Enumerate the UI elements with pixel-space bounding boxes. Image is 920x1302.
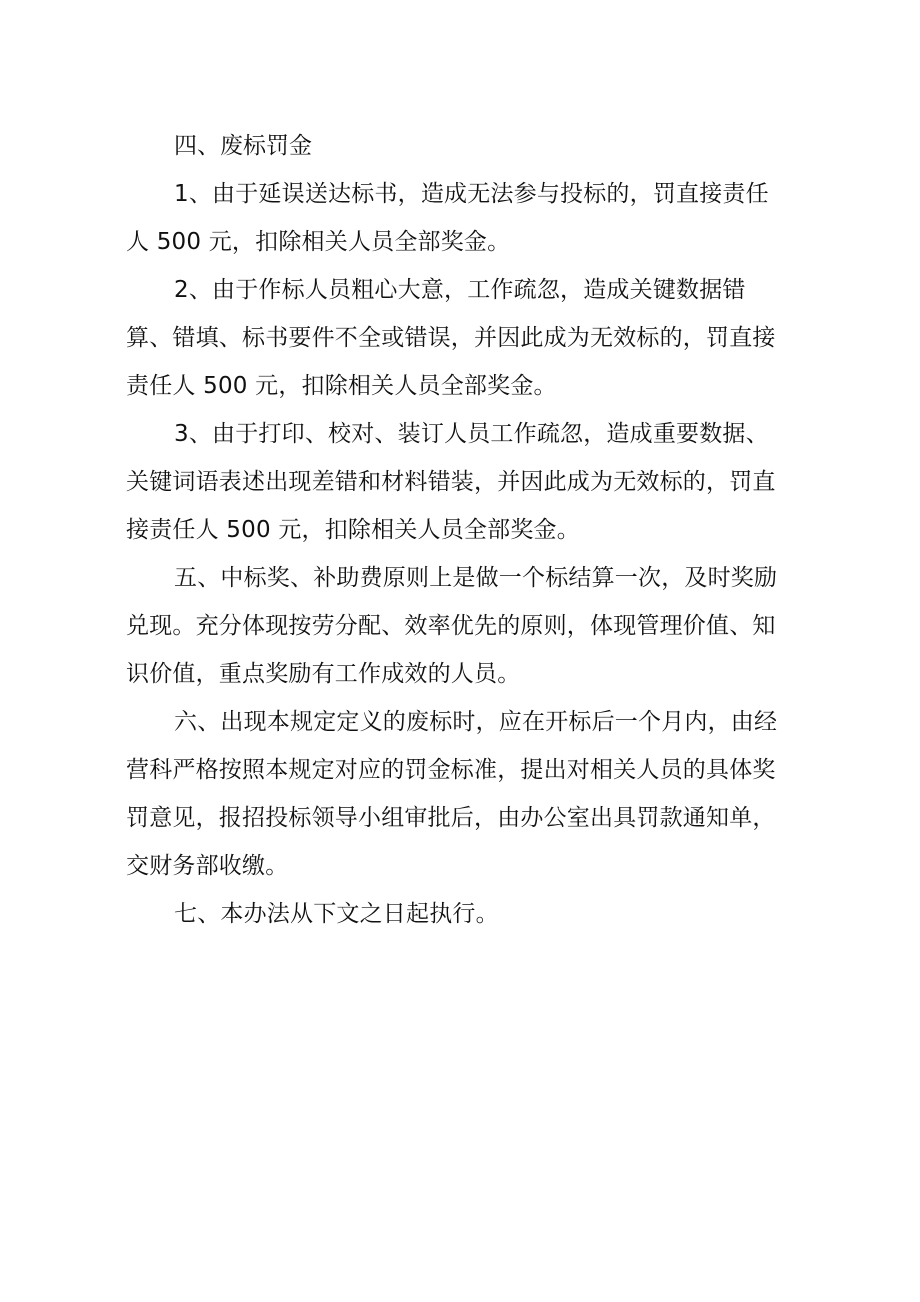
paragraph-6: 七、本办法从下文之日起执行。 (174, 901, 499, 927)
section-heading: 四、废标罚金 (174, 133, 312, 159)
paragraph-1: 1、由于延误送达标书，造成无法参与投标的，罚直接责任人 500 元，扣除相关人员全部奖金。 (126, 181, 769, 255)
paragraph-3: 3、由于打印、校对、装订人员工作疏忽，造成重要数据、关键词语表述出现差错和材料错装，并因此成为无效标的，罚直接责任人 500 元，扣除相关人员全部奖金。 (126, 421, 776, 543)
paragraph-5: 六、出现本规定定义的废标时，应在开标后一个月内，由经营科严格按照本规定对应的罚金标准，提出对相关人员的具体奖罚意见，报招投标领导小组审批后，由办公室出具罚款通知单，交财务部收缴。 (126, 709, 778, 879)
paragraph-4: 五、中标奖、补助费原则上是做一个标结算一次，及时奖励兑现。充分体现按劳分配、效率优先的原则，体现管理价值、知识价值，重点奖励有工作成效的人员。 (126, 565, 778, 687)
document-body (126, 122, 786, 938)
paragraph-2: 2、由于作标人员粗心大意，工作疏忽，造成关键数据错算、错填、标书要件不全或错误，并因此成为无效标的，罚直接责任人 500 元，扣除相关人员全部奖金。 (126, 277, 776, 399)
